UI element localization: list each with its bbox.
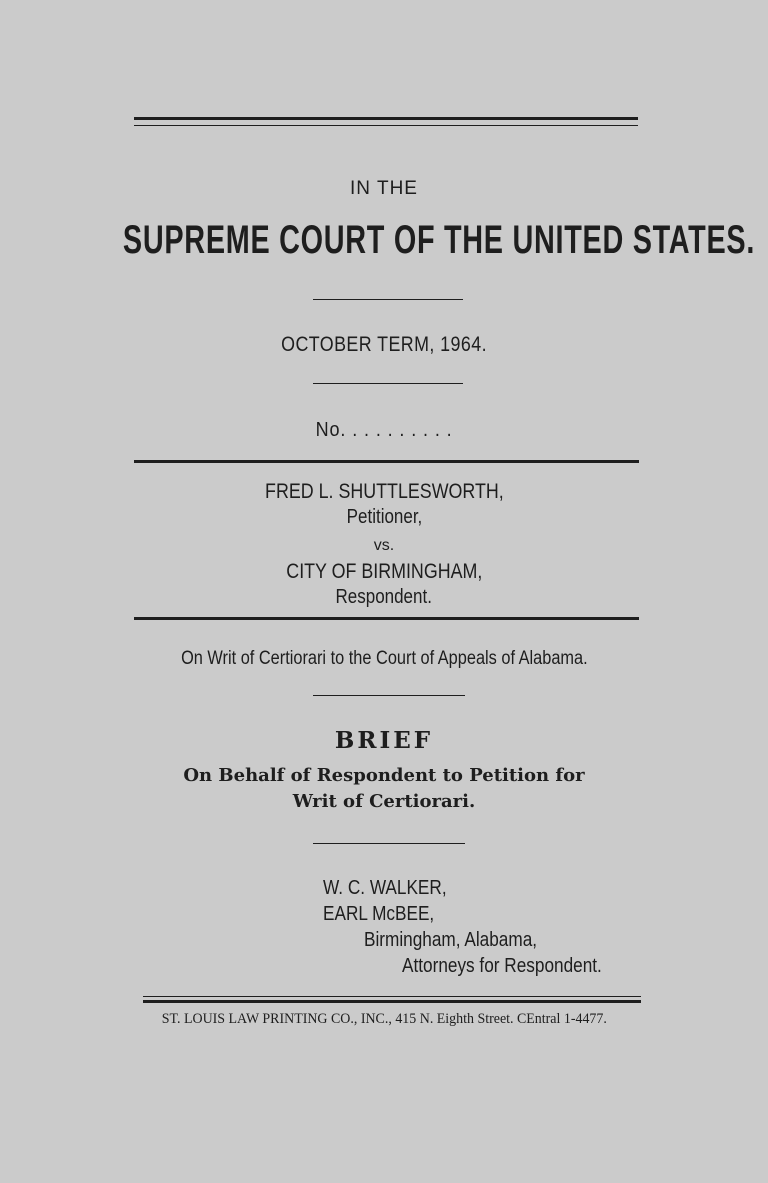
court-name: SUPREME COURT OF THE UNITED STATES. bbox=[122, 218, 756, 262]
divider-2 bbox=[313, 383, 463, 384]
attorney-location: Birmingham, Alabama, bbox=[364, 929, 538, 951]
top-rule-thick bbox=[134, 117, 638, 120]
petitioner-name: FRED L. SHUTTLESWORTH, bbox=[264, 480, 504, 503]
parties-bottom-rule bbox=[134, 617, 639, 620]
top-rule-thin bbox=[134, 125, 638, 126]
divider-4 bbox=[313, 843, 465, 844]
writ-line: On Writ of Certiorari to the Court of Appeals of Alabama. bbox=[180, 648, 588, 669]
divider-1 bbox=[313, 299, 463, 300]
versus-label: vs. bbox=[373, 537, 395, 554]
brief-subtitle-line2: Writ of Certiorari. bbox=[292, 791, 476, 812]
respondent-role: Respondent. bbox=[335, 586, 433, 608]
in-the-label: IN THE bbox=[350, 178, 418, 199]
divider-3 bbox=[313, 695, 465, 696]
footer-rule-thick bbox=[143, 1000, 641, 1003]
brief-title: BRIEF bbox=[334, 727, 434, 754]
petitioner-role: Petitioner, bbox=[346, 506, 422, 528]
case-number: No. . . . . . . . . . bbox=[315, 419, 453, 441]
attorney-1: W. C. WALKER, bbox=[323, 877, 447, 899]
brief-subtitle-line1: On Behalf of Respondent to Petition for bbox=[183, 765, 585, 786]
attorney-2: EARL McBEE, bbox=[323, 903, 435, 925]
footer-rule-thin bbox=[143, 996, 641, 997]
respondent-name: CITY OF BIRMINGHAM, bbox=[285, 560, 483, 583]
printer-credit: ST. LOUIS LAW PRINTING CO., INC., 415 N. Eighth Street. CEntral 1-4477. bbox=[161, 1011, 607, 1027]
attorney-role: Attorneys for Respondent. bbox=[402, 955, 602, 977]
term-label: OCTOBER TERM, 1964. bbox=[281, 333, 487, 356]
parties-top-rule bbox=[134, 460, 639, 463]
